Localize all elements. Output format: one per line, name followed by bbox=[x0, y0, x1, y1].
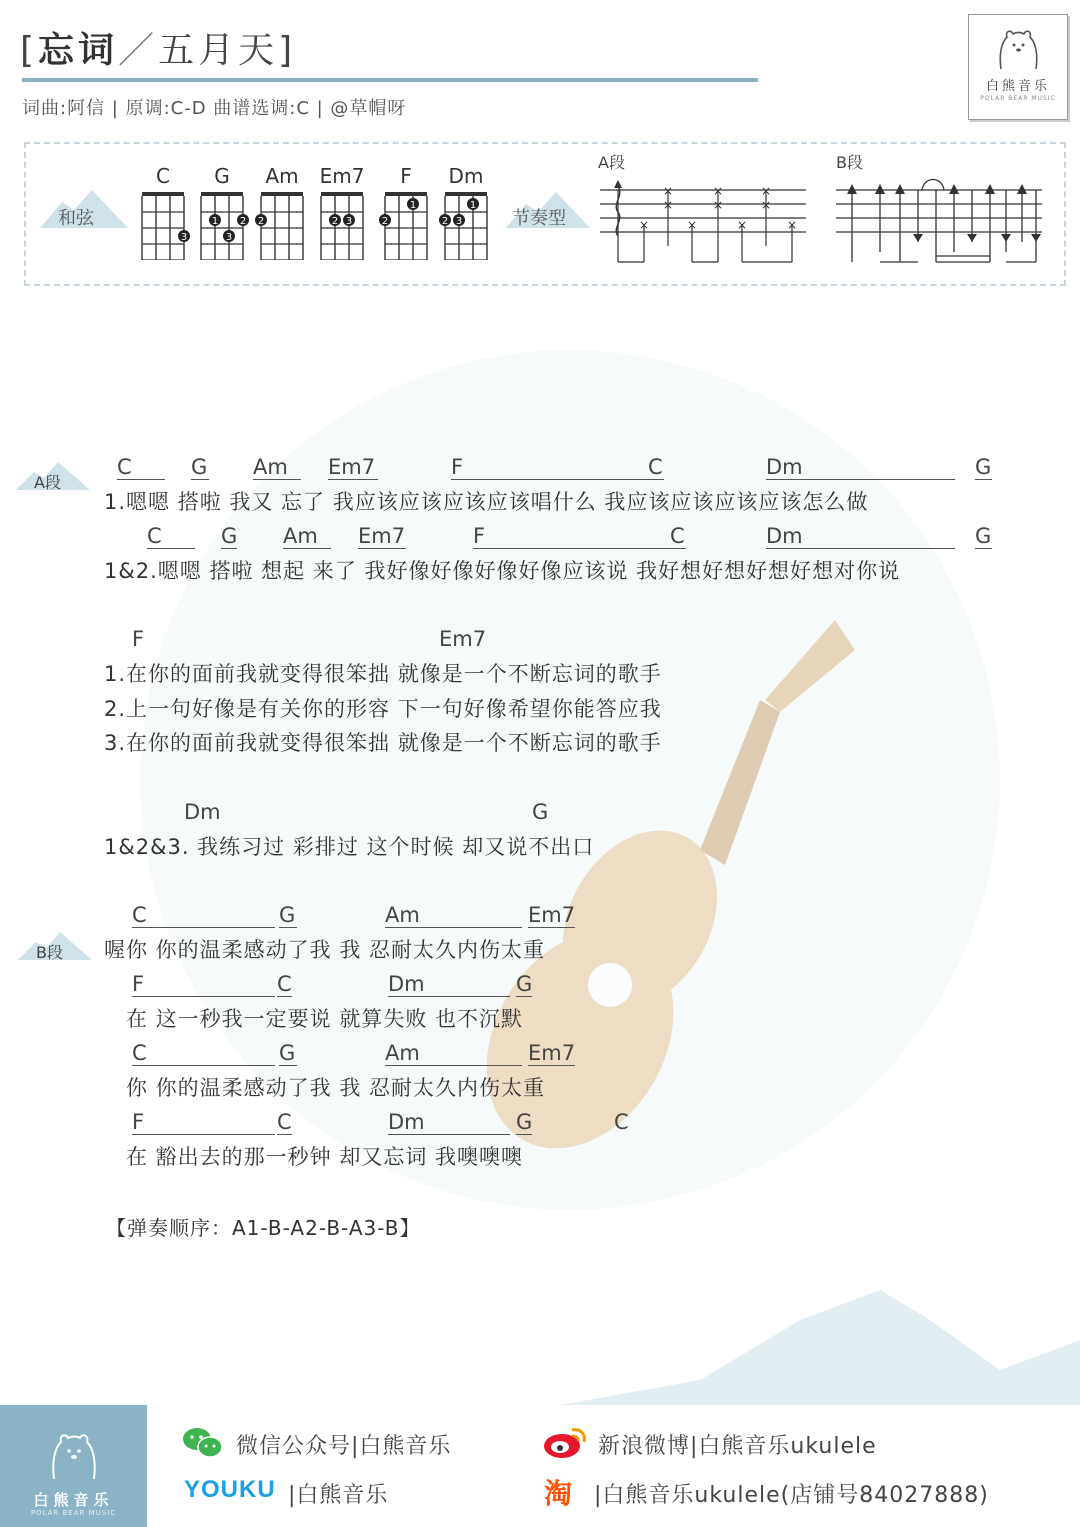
chord-symbol: G bbox=[221, 524, 238, 548]
background-mountain bbox=[560, 1290, 1080, 1405]
footer-brand-panel bbox=[0, 1405, 147, 1527]
svg-text:×: × bbox=[712, 184, 724, 198]
chord-diagram-c bbox=[132, 190, 194, 260]
lyric-line: 1&2&3. 我练习过 彩排过 这个时候 却又说不出口 bbox=[104, 835, 595, 859]
svg-text:2: 2 bbox=[331, 216, 339, 227]
chord-symbol: F bbox=[132, 627, 145, 651]
svg-text:×: × bbox=[662, 184, 674, 198]
chord-symbol: F bbox=[132, 972, 275, 997]
chord-diagram-f bbox=[375, 190, 437, 260]
lyric-line: 在 豁出去的那一秒钟 却又忘词 我噢噢噢 bbox=[126, 1145, 524, 1169]
chord-symbol: G bbox=[975, 524, 992, 548]
lyric-line: 你 你的温柔感动了我 我 忍耐太久内伤太重 bbox=[126, 1076, 546, 1100]
svg-text:1: 1 bbox=[211, 216, 219, 227]
chord-name: F bbox=[400, 164, 412, 188]
wechat-account[interactable]: 微信公众号|白熊音乐 bbox=[236, 1434, 452, 1459]
svg-text:×: × bbox=[686, 218, 698, 232]
chord-symbol: C bbox=[117, 455, 165, 480]
lyric-line: 3.在你的面前我就变得很笨拙 就像是一个不断忘词的歌手 bbox=[104, 731, 662, 755]
rhythm-pattern-b bbox=[836, 176, 1046, 268]
polar-bear-icon bbox=[46, 1427, 102, 1481]
chord-symbol: C bbox=[132, 1041, 275, 1066]
page-title bbox=[20, 22, 296, 73]
chord-diagram-dm bbox=[435, 190, 497, 260]
weibo-account[interactable]: 新浪微博|白熊音乐ukulele bbox=[598, 1434, 877, 1459]
chord-symbol: C bbox=[614, 1110, 629, 1134]
lyric-line: 1.嗯嗯 搭啦 我又 忘了 我应该应该应该应该唱什么 我应该应该应该应该怎么做 bbox=[104, 490, 869, 514]
youku-account[interactable]: |白熊音乐 bbox=[288, 1483, 389, 1508]
lyric-line: 在 这一秒我一定要说 就算失败 也不沉默 bbox=[126, 1007, 524, 1031]
chord-symbol: C bbox=[277, 1110, 292, 1134]
chord-symbol: C bbox=[670, 524, 685, 548]
chord-symbol: G bbox=[279, 1041, 296, 1065]
svg-text:2: 2 bbox=[441, 216, 449, 227]
svg-text:3: 3 bbox=[180, 232, 188, 243]
svg-text:3: 3 bbox=[225, 232, 233, 243]
chord-symbol: G bbox=[279, 903, 296, 927]
song-meta: 词曲:阿信 | 原调:C-D 曲谱选调:C | @草帽呀 bbox=[22, 98, 407, 119]
chord-symbol: G bbox=[532, 800, 549, 824]
chord-symbol: G bbox=[191, 455, 208, 479]
logo-sub: POLAR BEAR MUSIC bbox=[980, 95, 1056, 102]
chord-symbol: Dm bbox=[766, 455, 955, 480]
rhythm-pattern-a bbox=[600, 176, 812, 268]
weibo-icon[interactable] bbox=[542, 1424, 588, 1460]
chord-name: Em7 bbox=[319, 164, 365, 188]
svg-text:×: × bbox=[662, 198, 674, 212]
svg-text:2: 2 bbox=[257, 216, 265, 227]
chord-symbol: Am bbox=[385, 1041, 522, 1066]
chord-symbol: G bbox=[516, 1110, 533, 1134]
section-b-tag: B段 bbox=[36, 943, 63, 962]
svg-text:×: × bbox=[638, 218, 650, 232]
footer-brand-sub: POLAR BEAR MUSIC bbox=[30, 1509, 117, 1517]
chord-symbol: C bbox=[147, 524, 195, 549]
svg-text:2: 2 bbox=[239, 216, 247, 227]
chord-diagram-g bbox=[191, 190, 253, 260]
wechat-icon[interactable] bbox=[182, 1426, 224, 1460]
chord-symbol: C bbox=[648, 455, 663, 479]
svg-text:1: 1 bbox=[469, 200, 477, 211]
chord-symbol: Em7 bbox=[358, 524, 406, 548]
logo bbox=[968, 14, 1068, 120]
chord-diagram-am bbox=[251, 190, 313, 260]
svg-text:×: × bbox=[736, 218, 748, 232]
svg-text:×: × bbox=[786, 218, 798, 232]
chord-symbol: Em7 bbox=[328, 455, 378, 480]
logo-brand: 白熊音乐 bbox=[985, 79, 1050, 94]
chord-symbol: Dm bbox=[388, 1110, 510, 1135]
chord-symbol: C bbox=[132, 903, 275, 928]
title-bracket-close: ] bbox=[278, 30, 297, 71]
chord-symbol: C bbox=[277, 972, 292, 996]
polar-bear-icon bbox=[993, 25, 1043, 71]
chord-label: 和弦 bbox=[58, 208, 94, 229]
svg-text:×: × bbox=[760, 198, 772, 212]
svg-text:3: 3 bbox=[455, 216, 463, 227]
chord-symbol: Dm bbox=[388, 972, 510, 997]
chord-symbol: Dm bbox=[184, 800, 221, 824]
chord-symbol: Em7 bbox=[528, 903, 576, 927]
rhythm-section-b-label: B段 bbox=[836, 153, 863, 172]
svg-text:×: × bbox=[712, 198, 724, 212]
lyric-line: 1.在你的面前我就变得很笨拙 就像是一个不断忘词的歌手 bbox=[104, 662, 662, 686]
chord-symbol: Am bbox=[385, 903, 522, 928]
chord-name: Dm bbox=[448, 164, 484, 188]
title-underline bbox=[22, 78, 758, 82]
play-order: 【弹奏顺序：A1-B-A2-B-A3-B】 bbox=[106, 1216, 421, 1240]
chord-name: Am bbox=[265, 164, 299, 188]
chord-symbol: Em7 bbox=[528, 1041, 576, 1065]
artist-name: 五月天 bbox=[158, 30, 279, 71]
chord-symbol: F bbox=[451, 455, 650, 480]
svg-text:×: × bbox=[760, 184, 772, 198]
svg-text:1: 1 bbox=[409, 200, 417, 211]
chord-symbol: Am bbox=[283, 524, 331, 549]
chord-symbol: G bbox=[975, 455, 992, 479]
chord-symbol: F bbox=[132, 1110, 275, 1135]
title-bracket-open: [ bbox=[20, 30, 39, 71]
chord-name: G bbox=[214, 164, 230, 188]
svg-text:3: 3 bbox=[345, 216, 353, 227]
lyric-line: 喔你 你的温柔感动了我 我 忍耐太久内伤太重 bbox=[104, 938, 546, 962]
rhythm-label: 节奏型 bbox=[512, 208, 566, 229]
taobao-logo-icon[interactable]: 淘 bbox=[544, 1477, 573, 1510]
footer-brand: 白熊音乐 bbox=[33, 1491, 114, 1509]
youku-logo-icon[interactable]: YOUKU bbox=[184, 1476, 276, 1503]
svg-text:2: 2 bbox=[381, 216, 389, 227]
chord-symbol: Dm bbox=[766, 524, 955, 549]
chord-symbol: G bbox=[516, 972, 533, 996]
lyric-line: 1&2.嗯嗯 搭啦 想起 来了 我好像好像好像好像应该说 我好想好想好想好想对你说 bbox=[104, 559, 901, 583]
chord-symbol: F bbox=[473, 524, 670, 549]
taobao-store[interactable]: |白熊音乐ukulele(店铺号84027888) bbox=[594, 1483, 989, 1508]
section-a-tag: A段 bbox=[34, 473, 61, 492]
lyric-line: 2.上一句好像是有关你的形容 下一句好像希望你能答应我 bbox=[104, 697, 662, 721]
title-separator: ／ bbox=[118, 30, 159, 71]
chord-diagram-em7 bbox=[311, 190, 373, 260]
rhythm-section-a-label: A段 bbox=[598, 153, 625, 172]
chord-symbol: Am bbox=[253, 455, 301, 480]
chord-symbol: Em7 bbox=[439, 627, 487, 651]
song-title: 忘词 bbox=[38, 30, 119, 71]
chord-name: C bbox=[156, 164, 170, 188]
